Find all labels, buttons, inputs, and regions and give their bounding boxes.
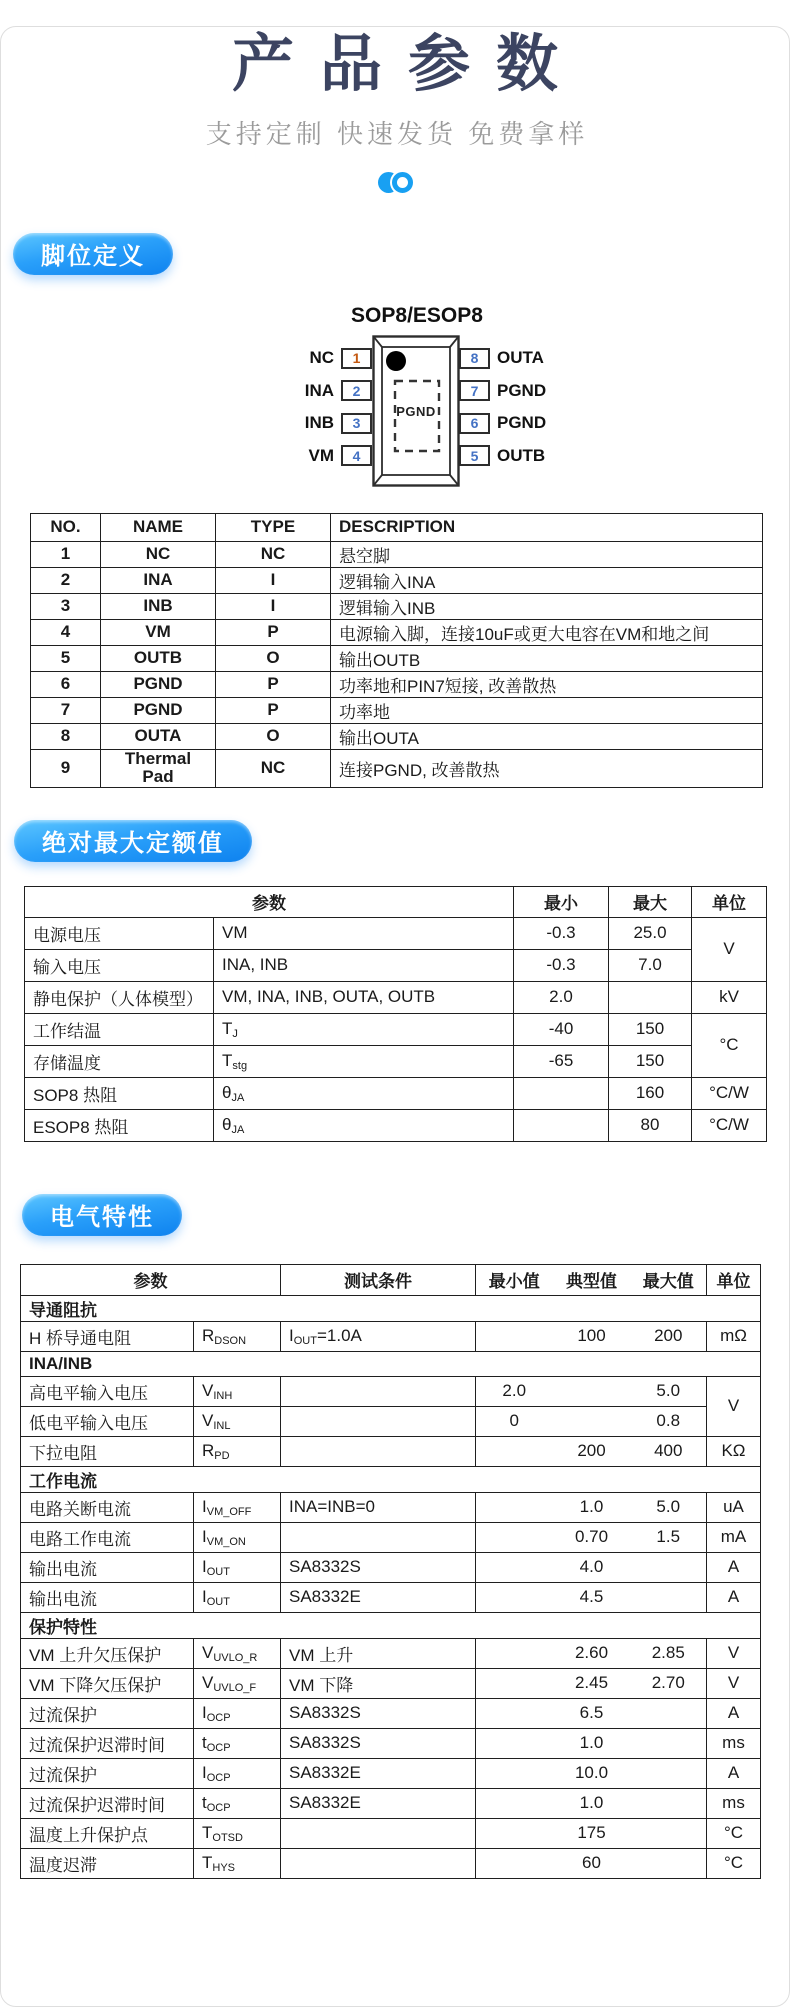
cell-typ: 1.0 xyxy=(553,1728,631,1758)
logo-circle-ring xyxy=(392,172,413,193)
cell-type: NC xyxy=(216,541,331,567)
cell-min: 2.0 xyxy=(476,1376,553,1406)
cell-param-name: 过流保护 xyxy=(21,1758,194,1788)
section-label: 保护特性 xyxy=(21,1612,761,1638)
cell-min xyxy=(476,1492,553,1522)
cell-no: 5 xyxy=(31,645,101,671)
pin-table-row xyxy=(31,723,763,749)
pin-name-label: PGND xyxy=(497,413,547,432)
cell-param-name: SOP8 热阻 xyxy=(25,1077,214,1109)
pin-table-row xyxy=(31,671,763,697)
cell-condition: SA8332S xyxy=(281,1698,476,1728)
col-header-param: 参数 xyxy=(25,886,514,917)
pin-left-vm xyxy=(309,445,373,466)
cell-max: 2.85 xyxy=(631,1638,707,1668)
cell-symbol: $I_{OCP}$ xyxy=(194,1698,281,1728)
cell-max: 80 xyxy=(609,1109,692,1141)
section-badge-pin-definition: 脚位定义 xyxy=(13,233,173,275)
cell-name xyxy=(101,619,216,645)
cell-min xyxy=(476,1848,553,1878)
cell-max xyxy=(631,1818,707,1848)
cell-unit: V xyxy=(692,917,767,981)
cell-no: 4 xyxy=(31,619,101,645)
cell-no: 2 xyxy=(31,567,101,593)
cell-condition xyxy=(281,1376,476,1406)
cell-no: 9 xyxy=(31,749,101,787)
cell-unit: °C/W xyxy=(692,1077,767,1109)
pin-number-box: 2 xyxy=(341,380,372,401)
cell-min xyxy=(476,1818,553,1848)
cell-param-name: 电路关断电流 xyxy=(21,1492,194,1522)
cell-condition: VM 上升 xyxy=(281,1638,476,1668)
cell-condition: SA8332E xyxy=(281,1758,476,1788)
cell-unit: V xyxy=(707,1638,761,1668)
cell-typ: 2.45 xyxy=(553,1668,631,1698)
cell-min xyxy=(476,1552,553,1582)
cell-unit: uA xyxy=(707,1492,761,1522)
cell-no: 1 xyxy=(31,541,101,567)
pin-name-label: PGND xyxy=(497,380,547,400)
cell-typ xyxy=(553,1376,631,1406)
col-header-min: 最小值 xyxy=(476,1264,553,1295)
elec-data-row xyxy=(21,1552,761,1582)
cell-max: 5.0 xyxy=(631,1376,707,1406)
abs-max-row xyxy=(25,1013,767,1045)
cell-condition: SA8332S xyxy=(281,1728,476,1758)
cell-symbol: $T_{HYS}$ xyxy=(194,1848,281,1878)
cell-unit: °C xyxy=(707,1818,761,1848)
cell-symbol: $R_{DSON}$ xyxy=(194,1321,281,1351)
cell-description: 功率地和PIN7短接, 改善散热 xyxy=(331,671,763,697)
page-title: 产品参数 xyxy=(231,30,584,99)
electrical-characteristics-table xyxy=(20,1264,761,1879)
pin-table-row xyxy=(31,541,763,567)
cell-unit: °C/W xyxy=(692,1109,767,1141)
abs-max-row xyxy=(25,1109,767,1141)
cell-max xyxy=(609,981,692,1013)
pin-table-row xyxy=(31,697,763,723)
pin-number-box: 3 xyxy=(341,413,372,434)
cell-max: 150 xyxy=(609,1013,692,1045)
pin-right-pgnd xyxy=(459,380,546,401)
cell-no: 6 xyxy=(31,671,101,697)
abs-max-row xyxy=(25,1077,767,1109)
pin-name-label: OUTA xyxy=(497,348,544,367)
cell-description: 输出OUTA xyxy=(331,723,763,749)
col-header-unit: 单位 xyxy=(692,886,767,917)
pin-name-label: INB xyxy=(304,413,334,432)
cell-unit: V xyxy=(707,1668,761,1698)
pin1-marker-dot xyxy=(386,351,406,371)
cell-typ xyxy=(553,1406,631,1436)
thermal-pad-label: PGND xyxy=(396,403,436,419)
abs-max-row xyxy=(25,1045,767,1077)
cell-typ: 10.0 xyxy=(553,1758,631,1788)
pin-number-box: 8 xyxy=(459,348,490,369)
cell-max xyxy=(631,1758,707,1788)
cell-max: 25.0 xyxy=(609,917,692,949)
cell-unit: V xyxy=(707,1376,761,1436)
cell-max: 7.0 xyxy=(609,949,692,981)
cell-unit: ms xyxy=(707,1788,761,1818)
pin-name-label: NC xyxy=(309,348,334,367)
pin-right-pgnd xyxy=(459,413,546,434)
chip-diagram xyxy=(0,303,790,499)
cell-symbol: $t_{OCP}$ xyxy=(194,1728,281,1758)
elec-data-row xyxy=(21,1492,761,1522)
pin-table-row xyxy=(31,619,763,645)
cell-no: 3 xyxy=(31,593,101,619)
pin-name-label: VM xyxy=(308,445,334,465)
cell-description: 功率地 xyxy=(331,697,763,723)
absolute-maximum-table xyxy=(24,886,767,1142)
cell-param-name: ESOP8 热阻 xyxy=(25,1109,214,1141)
cell-max: 1.5 xyxy=(631,1522,707,1552)
elec-data-row xyxy=(21,1728,761,1758)
cell-symbol: $I_{VM\_OFF}$ xyxy=(194,1492,281,1522)
cell-min xyxy=(476,1321,553,1351)
cell-min xyxy=(476,1436,553,1466)
cell-name xyxy=(101,749,216,787)
cell-type: O xyxy=(216,645,331,671)
cell-name xyxy=(101,697,216,723)
cell-min: 0 xyxy=(476,1406,553,1436)
cell-type: O xyxy=(216,723,331,749)
cell-symbol: $T_J$ xyxy=(214,1013,514,1045)
elec-data-row xyxy=(21,1522,761,1552)
cell-param-name: 静电保护（人体模型） xyxy=(25,981,214,1013)
cell-param-name: 输出电流 xyxy=(21,1582,194,1612)
cell-symbol: $V_{INH}$ xyxy=(194,1376,281,1406)
elec-data-row xyxy=(21,1436,761,1466)
cell-min xyxy=(476,1758,553,1788)
col-header-max: 最大值 xyxy=(631,1264,707,1295)
cell-type: P xyxy=(216,671,331,697)
cell-typ: 1.0 xyxy=(553,1788,631,1818)
cell-min xyxy=(476,1728,553,1758)
cell-condition: VM 下降 xyxy=(281,1668,476,1698)
cell-param-name: 电路工作电流 xyxy=(21,1522,194,1552)
pin-number-box: 7 xyxy=(459,380,490,401)
pin-name-text: VM xyxy=(145,622,171,642)
abs-max-row xyxy=(25,949,767,981)
cell-max: 5.0 xyxy=(631,1492,707,1522)
elec-data-row xyxy=(21,1582,761,1612)
cell-unit: mA xyxy=(707,1522,761,1552)
cell-symbol: $I_{OCP}$ xyxy=(194,1758,281,1788)
elec-section-row xyxy=(21,1612,761,1638)
pin-left-inb xyxy=(305,413,372,434)
pin-number-box: 5 xyxy=(459,445,490,466)
cell-min: -0.3 xyxy=(514,949,609,981)
cell-typ: 4.5 xyxy=(553,1582,631,1612)
cell-param-name: 低电平输入电压 xyxy=(21,1406,194,1436)
cell-max: 400 xyxy=(631,1436,707,1466)
pin-name-text: OUTA xyxy=(134,726,182,746)
cell-min: -65 xyxy=(514,1045,609,1077)
cell-unit: A xyxy=(707,1758,761,1788)
cell-typ: 100 xyxy=(553,1321,631,1351)
col-header-description: DESCRIPTION xyxy=(331,513,763,541)
elec-data-row xyxy=(21,1698,761,1728)
cell-symbol: $V_{INL}$ xyxy=(194,1406,281,1436)
elec-data-row xyxy=(21,1406,761,1436)
cell-param-name: 存储温度 xyxy=(25,1045,214,1077)
cell-typ: 0.70 xyxy=(553,1522,631,1552)
abs-max-row xyxy=(25,917,767,949)
table-header-row xyxy=(21,1264,761,1295)
cell-param-name: 电源电压 xyxy=(25,917,214,949)
cell-description: 连接PGND, 改善散热 xyxy=(331,749,763,787)
table-header-row xyxy=(25,886,767,917)
cell-typ: 1.0 xyxy=(553,1492,631,1522)
cell-typ: 6.5 xyxy=(553,1698,631,1728)
cell-max: 150 xyxy=(609,1045,692,1077)
cell-max xyxy=(631,1848,707,1878)
col-header-type: TYPE xyxy=(216,513,331,541)
cell-condition: SA8332S xyxy=(281,1552,476,1582)
cell-min xyxy=(514,1109,609,1141)
pin-right-outb xyxy=(459,445,545,466)
cell-param-name: 输入电压 xyxy=(25,949,214,981)
cell-min xyxy=(514,1077,609,1109)
cell-symbol: $V_{UVLO\_F}$ xyxy=(194,1668,281,1698)
cell-param-name: H 桥导通电阻 xyxy=(21,1321,194,1351)
cell-max: 0.8 xyxy=(631,1406,707,1436)
cell-max xyxy=(631,1698,707,1728)
cell-symbol: $I_{VM\_ON}$ xyxy=(194,1522,281,1552)
col-header-unit: 单位 xyxy=(707,1264,761,1295)
cell-param-name: VM 下降欠压保护 xyxy=(21,1668,194,1698)
col-header-no: NO. xyxy=(31,513,101,541)
cell-symbol: $\theta_{JA}$ xyxy=(214,1109,514,1141)
pin-name-text: PGND xyxy=(133,674,183,694)
cell-no: 7 xyxy=(31,697,101,723)
cell-symbol: $V_{UVLO\_R}$ xyxy=(194,1638,281,1668)
cell-min: -0.3 xyxy=(514,917,609,949)
cell-description: 逻辑输入INB xyxy=(331,593,763,619)
section-label: INA/INB xyxy=(21,1351,761,1376)
cell-unit: kV xyxy=(692,981,767,1013)
cell-param-name: 温度迟滞 xyxy=(21,1848,194,1878)
cell-symbol: $R_{PD}$ xyxy=(194,1436,281,1466)
cell-symbol: $T_{stg}$ xyxy=(214,1045,514,1077)
cell-condition xyxy=(281,1818,476,1848)
cell-max xyxy=(631,1728,707,1758)
pin-name-text: OUTB xyxy=(133,648,183,668)
pin-name-text: INA xyxy=(143,570,173,590)
elec-data-row xyxy=(21,1818,761,1848)
cell-min xyxy=(476,1582,553,1612)
cell-param-name: 高电平输入电压 xyxy=(21,1376,194,1406)
cell-description: 逻辑输入INA xyxy=(331,567,763,593)
cell-name xyxy=(101,541,216,567)
cell-name xyxy=(101,593,216,619)
cell-typ: 60 xyxy=(553,1848,631,1878)
cell-symbol: INA, INB xyxy=(214,949,514,981)
cell-type: NC xyxy=(216,749,331,787)
cell-param-name: 工作结温 xyxy=(25,1013,214,1045)
cell-condition xyxy=(281,1848,476,1878)
cell-unit: A xyxy=(707,1582,761,1612)
abs-max-row xyxy=(25,981,767,1013)
cell-symbol: $\theta_{JA}$ xyxy=(214,1077,514,1109)
cell-typ: 4.0 xyxy=(553,1552,631,1582)
elec-data-row xyxy=(21,1321,761,1351)
elec-data-row xyxy=(21,1668,761,1698)
cell-param-name: VM 上升欠压保护 xyxy=(21,1638,194,1668)
cell-type: I xyxy=(216,567,331,593)
section-badge-electrical: 电气特性 xyxy=(22,1194,182,1236)
cell-min xyxy=(476,1638,553,1668)
col-header-typ: 典型值 xyxy=(553,1264,631,1295)
cell-symbol: $T_{OTSD}$ xyxy=(194,1818,281,1848)
elec-data-row xyxy=(21,1758,761,1788)
cell-max xyxy=(631,1788,707,1818)
pin-table-row xyxy=(31,645,763,671)
cell-symbol: VM, INA, INB, OUTA, OUTB xyxy=(214,981,514,1013)
cell-min xyxy=(476,1668,553,1698)
cell-min: 2.0 xyxy=(514,981,609,1013)
cell-condition: $I_{OUT}=1.0A$ xyxy=(281,1321,476,1351)
pin-number-box: 6 xyxy=(459,413,490,434)
cell-unit: °C xyxy=(692,1013,767,1077)
cell-unit: °C xyxy=(707,1848,761,1878)
cell-no: 8 xyxy=(31,723,101,749)
package-label: SOP8/ESOP8 xyxy=(351,303,483,327)
cell-unit: mΩ xyxy=(707,1321,761,1351)
cell-param-name: 过流保护 xyxy=(21,1698,194,1728)
pin-table-row xyxy=(31,593,763,619)
page-subtitle: 支持定制 快速发货 免费拿样 xyxy=(205,118,589,149)
product-parameter-page xyxy=(0,26,790,2007)
pin-table-row xyxy=(31,749,763,787)
cell-min xyxy=(476,1522,553,1552)
cell-typ: 200 xyxy=(553,1436,631,1466)
cell-param-name: 温度上升保护点 xyxy=(21,1818,194,1848)
cell-max xyxy=(631,1552,707,1582)
cell-max: 160 xyxy=(609,1077,692,1109)
cell-type: P xyxy=(216,619,331,645)
table-header-row xyxy=(31,513,763,541)
cell-unit: A xyxy=(707,1698,761,1728)
cell-unit: KΩ xyxy=(707,1436,761,1466)
section-label: 工作电流 xyxy=(21,1466,761,1492)
cell-param-name: 下拉电阻 xyxy=(21,1436,194,1466)
cell-description: 悬空脚 xyxy=(331,541,763,567)
cell-condition: SA8332E xyxy=(281,1788,476,1818)
pin-left-nc xyxy=(309,348,372,369)
cell-min xyxy=(476,1788,553,1818)
cell-name xyxy=(101,645,216,671)
elec-data-row xyxy=(21,1376,761,1406)
elec-data-row xyxy=(21,1788,761,1818)
cell-max xyxy=(631,1582,707,1612)
elec-section-row xyxy=(21,1351,761,1376)
cell-param-name: 过流保护迟滞时间 xyxy=(21,1788,194,1818)
elec-section-row xyxy=(21,1295,761,1321)
cell-name xyxy=(101,671,216,697)
brand-logo-icon xyxy=(0,171,790,195)
pin-table-row xyxy=(31,567,763,593)
cell-description: 电源输入脚，连接10uF或更大电容在VM和地之间 xyxy=(331,619,763,645)
cell-symbol: VM xyxy=(214,917,514,949)
col-header-min: 最小 xyxy=(514,886,609,917)
cell-param-name: 输出电流 xyxy=(21,1552,194,1582)
pin-name-label: INA xyxy=(304,380,334,400)
cell-param-name: 过流保护迟滞时间 xyxy=(21,1728,194,1758)
cell-condition: SA8332E xyxy=(281,1582,476,1612)
pin-number-box: 4 xyxy=(341,445,372,466)
section-badge-abs-max: 绝对最大定额值 xyxy=(14,820,252,862)
cell-symbol: $I_{OUT}$ xyxy=(194,1582,281,1612)
cell-symbol: $t_{OCP}$ xyxy=(194,1788,281,1818)
col-header-max: 最大 xyxy=(609,886,692,917)
cell-condition xyxy=(281,1522,476,1552)
cell-min xyxy=(476,1698,553,1728)
pin-number-box: 1 xyxy=(341,348,372,369)
chip-body-area xyxy=(0,335,790,503)
pin-left-ina xyxy=(305,380,372,401)
elec-data-row xyxy=(21,1848,761,1878)
cell-symbol: $I_{OUT}$ xyxy=(194,1552,281,1582)
cell-name xyxy=(101,723,216,749)
pin-name-text: INB xyxy=(143,596,173,616)
cell-typ: 175 xyxy=(553,1818,631,1848)
section-label: 导通阻抗 xyxy=(21,1295,761,1321)
cell-name xyxy=(101,567,216,593)
cell-min: -40 xyxy=(514,1013,609,1045)
cell-type: I xyxy=(216,593,331,619)
cell-typ: 2.60 xyxy=(553,1638,631,1668)
cell-condition: INA=INB=0 xyxy=(281,1492,476,1522)
cell-type: P xyxy=(216,697,331,723)
cell-condition xyxy=(281,1436,476,1466)
pin-name-text: PGND xyxy=(133,700,183,720)
cell-max: 200 xyxy=(631,1321,707,1351)
elec-section-row xyxy=(21,1466,761,1492)
cell-condition xyxy=(281,1406,476,1436)
col-header-condition: 测试条件 xyxy=(281,1264,476,1295)
cell-unit: A xyxy=(707,1552,761,1582)
elec-data-row xyxy=(21,1638,761,1668)
pin-name-label: OUTB xyxy=(497,445,546,465)
pin-name-text: Thermal Pad xyxy=(124,749,192,787)
cell-max: 2.70 xyxy=(631,1668,707,1698)
pin-name-text: NC xyxy=(145,544,171,564)
col-header-param: 参数 xyxy=(21,1264,281,1295)
col-header-name: NAME xyxy=(101,513,216,541)
cell-unit: ms xyxy=(707,1728,761,1758)
pin-definition-table xyxy=(30,513,763,788)
cell-description: 输出OUTB xyxy=(331,645,763,671)
pin-right-outa xyxy=(459,348,544,369)
